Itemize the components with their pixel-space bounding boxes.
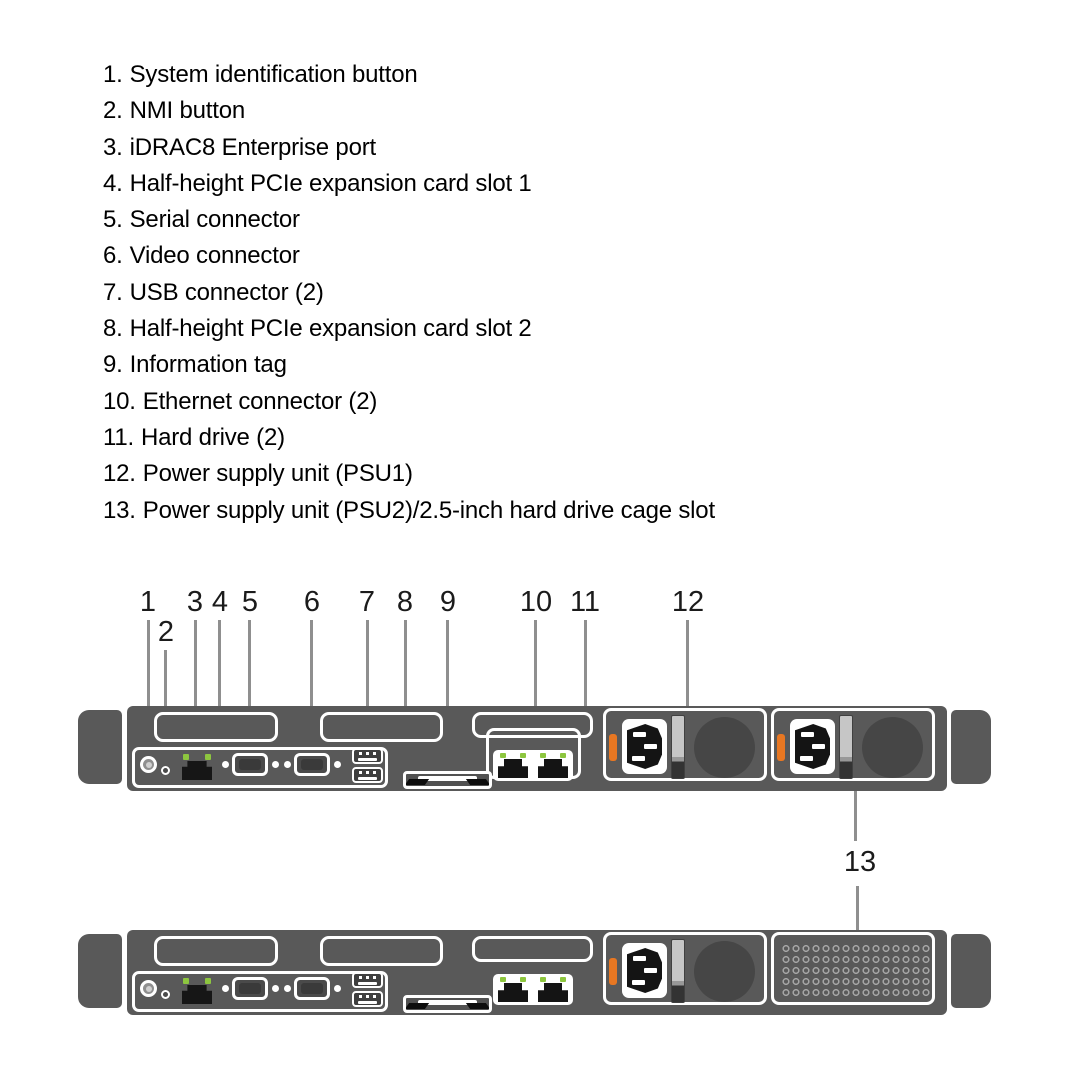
legend-item: 4. Half-height PCIe expansion card slot 1 [103, 169, 532, 197]
power-inlet [622, 943, 667, 998]
pcie-slot-2 [320, 712, 443, 742]
led-indicator [540, 977, 546, 982]
led-indicator [183, 754, 189, 760]
screw [334, 761, 341, 768]
psu-fan [862, 717, 923, 778]
usb-connector [352, 991, 383, 1007]
power-inlet [790, 719, 835, 774]
legend-item: 8. Half-height PCIe expansion card slot 2 [103, 315, 532, 343]
legend-item: 7. USB connector (2) [103, 278, 324, 306]
idrac-port [182, 754, 212, 780]
pcie-slot-1 [154, 712, 278, 742]
callout-number-8: 8 [396, 586, 414, 618]
callout-number-12: 12 [671, 586, 705, 618]
legend-item: 2. NMI button [103, 97, 246, 125]
screw [272, 985, 279, 992]
psu1-bay [603, 932, 767, 1005]
ethernet-port [538, 983, 568, 1002]
video-connector [294, 977, 330, 1000]
led-indicator [500, 977, 506, 982]
legend-item: 11. Hard drive (2) [103, 423, 285, 451]
led-indicator [500, 753, 506, 758]
usb-connector [352, 767, 383, 783]
psu-handle [671, 715, 685, 779]
screw [222, 985, 229, 992]
screw [334, 985, 341, 992]
usb-connector [352, 972, 383, 988]
led-indicator [560, 977, 566, 982]
led-indicator [205, 754, 211, 760]
psu-fan [694, 941, 755, 1002]
callout-number-10: 10 [519, 586, 553, 618]
psu-release-clip [609, 958, 617, 985]
ethernet-ports [493, 974, 573, 1005]
rear-view-bottom-diagram [78, 930, 991, 1016]
system-identification-button [140, 980, 157, 997]
leader-line [686, 620, 689, 714]
callout-number-6: 6 [303, 586, 321, 618]
tag-wedge [405, 1003, 429, 1009]
ethernet-port [498, 983, 528, 1002]
tag-wedge [405, 779, 429, 785]
nmi-button [161, 990, 170, 999]
led-indicator [205, 978, 211, 984]
legend-item: 6. Video connector [103, 242, 300, 270]
psu-release-clip [777, 734, 785, 761]
led-indicator [560, 753, 566, 758]
callout-number-7: 7 [358, 586, 376, 618]
information-tag [403, 771, 492, 789]
psu-handle [839, 715, 853, 779]
power-inlet [622, 719, 667, 774]
rack-ear-left [78, 934, 122, 1008]
rj45-jack [182, 985, 212, 1004]
callout-number-4: 4 [211, 586, 229, 618]
legend-item: 10. Ethernet connector (2) [103, 387, 378, 415]
led-indicator [183, 978, 189, 984]
callout-number-5: 5 [241, 586, 259, 618]
callout-number-9: 9 [439, 586, 457, 618]
pcie-slot-1 [154, 936, 278, 966]
psu-fan [694, 717, 755, 778]
led-indicator [520, 753, 526, 758]
pcie-slot-2 [320, 936, 443, 966]
screw [284, 761, 291, 768]
c14-socket [627, 724, 662, 769]
legend-item: 1. System identification button [103, 61, 418, 88]
serial-connector [232, 753, 268, 776]
led-indicator [520, 977, 526, 982]
psu-handle [671, 939, 685, 1003]
c14-socket [627, 948, 662, 993]
psu-release-clip [609, 734, 617, 761]
tag-wedge [466, 779, 490, 785]
callout-number-13: 13 [843, 846, 877, 878]
pcie-slot-3 [472, 936, 593, 962]
ethernet-port [498, 759, 528, 778]
legend-list [103, 57, 715, 529]
callout-number-3: 3 [186, 586, 204, 618]
tag-wedge [466, 1003, 490, 1009]
screw [272, 761, 279, 768]
legend-item: 12. Power supply unit (PSU1) [103, 460, 413, 488]
ethernet-port [538, 759, 568, 778]
ethernet-ports [493, 750, 573, 781]
rack-ear-right [951, 710, 991, 784]
led-indicator [540, 753, 546, 758]
rear-view-top-diagram [78, 706, 991, 792]
nmi-button [161, 766, 170, 775]
cage-vent-perforations [781, 943, 931, 998]
usb-connector [352, 748, 383, 764]
video-connector [294, 753, 330, 776]
system-identification-button [140, 756, 157, 773]
screw [222, 761, 229, 768]
rack-ear-right [951, 934, 991, 1008]
information-tag [403, 995, 492, 1013]
legend-item: 5. Serial connector [103, 206, 300, 234]
legend-item: 9. Information tag [103, 351, 287, 379]
callout-number-11: 11 [569, 586, 601, 618]
rj45-jack [182, 761, 212, 780]
legend-item: 13. Power supply unit (PSU2)/2.5-inch hard drive cage slot [103, 496, 715, 524]
legend-item: 3. iDRAC8 Enterprise port [103, 133, 376, 161]
callout-number-1: 1 [139, 586, 157, 618]
c14-socket [795, 724, 830, 769]
serial-connector [232, 977, 268, 1000]
callout-number-2: 2 [157, 616, 175, 648]
psu2-bay [771, 708, 935, 781]
hard-drive-cage-slot [771, 932, 935, 1005]
rack-ear-left [78, 710, 122, 784]
screw [284, 985, 291, 992]
psu1-bay [603, 708, 767, 781]
idrac-port [182, 978, 212, 1004]
